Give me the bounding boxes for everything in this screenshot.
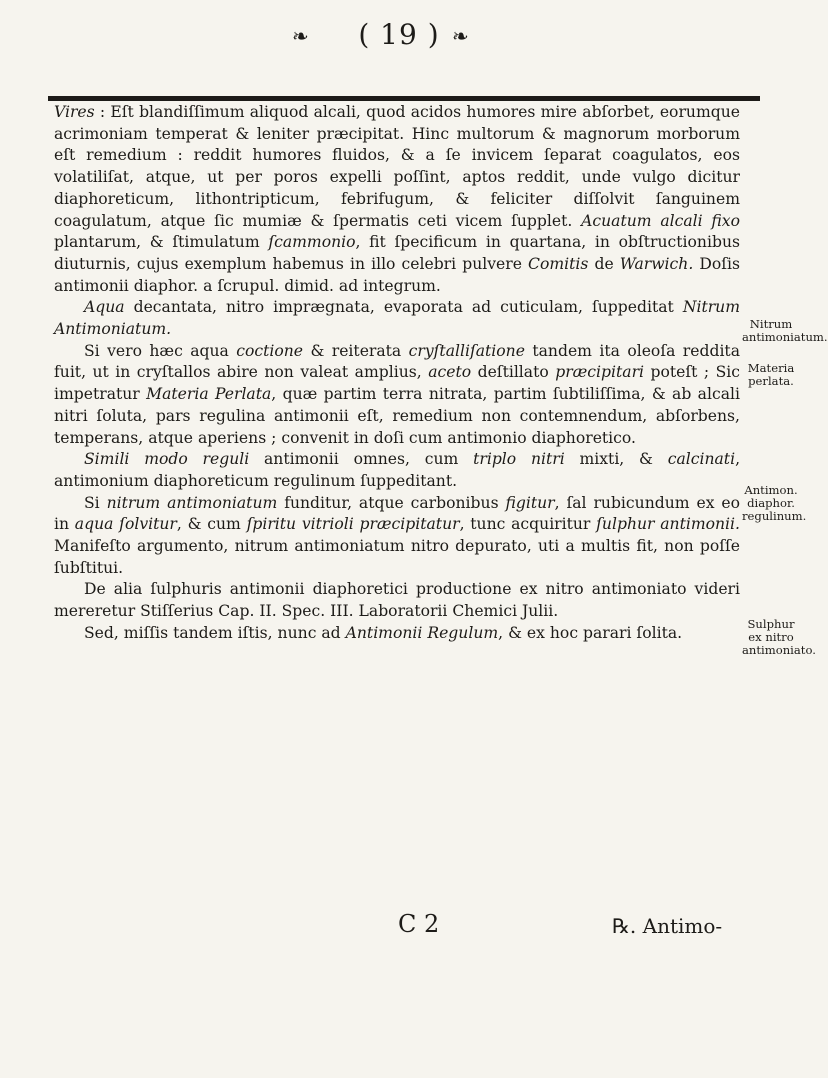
italic-run: Aqua [84,298,125,317]
italic-run: nitrum antimoniatum [106,493,278,512]
paragraph-simili [54,449,740,492]
page-number: ( 19 ) [358,18,440,51]
text-run: , quæ partim terra nitrata, partim ſubtiliſſima, & ab alcali nitri ſoluta, pars regulina antimonii eſt, remedium non contemnendum, abſorbens, temperans, atque aperiens ; convenit in doſi cum antimonio diaphoretico. [54,385,740,447]
text-run: : Eſt blandiſſimum aliquod alcali, quod acidos humores mire abſorbet, eorumque acrimoniam temperat & leniter præcipitat. Hinc multorum & magnorum morborum eſt remedium : reddit humores fluidos, & a ſe invicem ſeparat coagulatos, eos volatiliſat, atque, ut per poros expelli poſſint, aptos reddit, unde vulgo dicitur diaphoreticum, lithontripticum, febrifugum, & feliciter diſſolvit ſanguinem coagulatum, atque ſic mumiæ & ſpermatis ceti vicem ſupplet. [54,103,740,230]
text-run: , & ex hoc parari ſolita. [498,623,683,642]
paragraph-de-alia [54,579,740,622]
text-run: , ſal rubicundum ex eo in [54,493,741,534]
paragraph-coctione [54,341,740,450]
italic-run: coctione [236,341,304,360]
text-run: tandem ita oleoſa reddita fuit, ut in cryſtallos abire non valeat amplius, [54,341,741,382]
paragraph-nitrum [54,493,740,580]
italic-run: Comitis [528,254,589,273]
text-run: plantarum, & ſtimulatum [54,233,269,252]
text-run: Manifeſto argumento, nitrum antimoniatum nitro depurato, uti a multis fit, non poſſe ſubſtitui. [54,537,740,577]
italic-run: Vires [54,103,95,121]
italic-run: Nitrum Antimoniatum. [54,298,740,339]
italic-run: calcinati [667,450,736,469]
paragraph-aqua [54,297,740,340]
paragraph-vires [54,102,740,297]
page-footer [0,910,800,950]
text-run: funditur, atque carbonibus [277,493,506,512]
text-run: Si vero hæc aqua [84,341,237,360]
italic-run: Simili modo reguli [84,450,250,469]
margin-note-antimon: Antimon. diaphor. regulinum. [742,483,807,523]
text-run: , tunc acquiritur [459,515,597,534]
paragraph-sed [54,623,740,645]
text-run: decantata, nitro imprægnata, evaporata ad cuticulam, ſuppeditat [124,298,683,317]
text-run: Si [84,493,107,512]
margin-note-materia: Materia perlata. [747,361,795,388]
text-run: de [588,254,620,273]
text-run: , antimonium diaphoreticum regulinum ſuppeditant. [54,450,741,490]
page-header [0,14,800,54]
text-run: Doſis antimonii diaphor. a ſcrupul. dimid. ad integrum. [54,254,741,295]
text-run: & reiterata [303,341,409,360]
italic-run: ſcammonio [268,233,356,252]
main-text [54,102,740,645]
right-ornament: ❧ [452,24,469,48]
header-rule [48,96,760,101]
italic-run: aqua ſolvitur [74,515,177,534]
italic-run: Materia Perlata [146,385,272,404]
catchword: ℞. Antimo- [612,914,723,938]
text-run: , & cum [176,515,247,534]
text-run: mixti, & [564,450,668,469]
text-run: poteſt ; Sic impetratur [54,363,740,404]
italic-run: cryſtalliſatione [408,341,525,360]
italic-run: Warwich. [619,254,694,273]
italic-run: ſpiritu vitrioli præcipitatur [246,515,460,534]
italic-run: figitur [505,493,555,512]
text-run: Sed, miſſis tandem iſtis, nunc ad [84,623,346,642]
margin-note-nitrum: Nitrum antimoniatum. [742,317,828,344]
text-run: deſtillato [471,363,556,382]
italic-run: ſulphur antimonii. [596,515,740,534]
text-run: , fit ſpecificum in quartana, in obſtructionibus diuturnis, cujus exemplum habemus in illo celebri pulvere [54,233,740,273]
margin-note-sulphur: Sulphur ex nitro antimoniato. [742,617,816,657]
text-run: antimonii omnes, cum [249,450,474,469]
italic-run: triplo nitri [473,450,565,469]
italic-run: aceto [428,363,472,382]
italic-run: præcipitari [555,363,645,382]
signature-mark: C 2 [398,910,440,938]
left-ornament: ❧ [292,24,309,48]
italic-run: Antimonii Regulum [345,623,499,642]
italic-run: Acuatum alcali fixo [581,211,740,230]
text-run: De alia ſulphuris antimonii diaphoretici productione ex nitro antimoniato videri mereretur Stiſſerius Cap. II. Spec. III. Laboratorii Chemici Julii. [54,580,740,621]
